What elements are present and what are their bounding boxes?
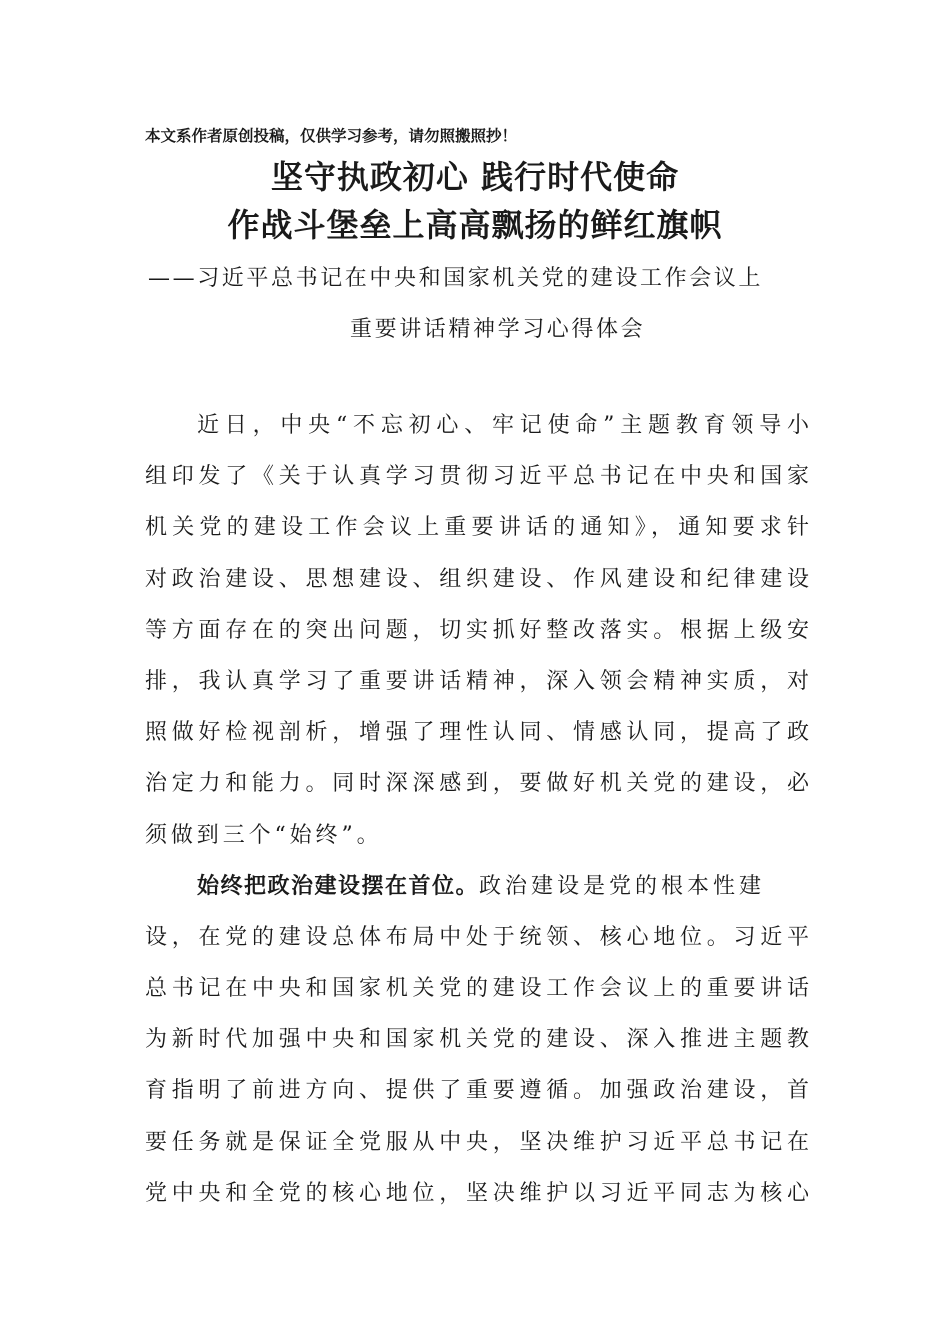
paragraph-1-line: 组印发了《关于认真学习贯彻习近平总书记在中央和国家 [145, 464, 814, 490]
paragraph-1-line: 等方面存在的突出问题，切实抓好整改落实。根据上级安 [145, 617, 814, 643]
paragraph-2-first-line [145, 861, 809, 912]
subtitle-line-2: 重要讲话精神学习心得体会 [350, 317, 646, 342]
paragraph-2-line: 育指明了前进方向、提供了重要遵循。加强政治建设，首 [145, 1078, 814, 1104]
paragraph-2-line: 要任务就是保证全党服从中央，坚决维护习近平总书记在 [145, 1129, 814, 1155]
paragraph-2-line: 设，在党的建设总体布局中处于统领、核心地位。习近平 [145, 924, 814, 950]
paragraph-2-first-rest: 政治建设是党的根本性建 [479, 873, 766, 899]
paragraph-1-line: 治定力和能力。同时深深感到，要做好机关党的建设，必 [145, 771, 814, 797]
title-line-1: 坚守执政初心 践行时代使命 [270, 158, 680, 196]
paragraph-1-line: 对政治建设、思想建设、组织建设、作风建设和纪律建设 [145, 566, 814, 592]
paragraph-2-line: 为新时代加强中央和国家机关党的建设、深入推进主题教 [145, 1027, 814, 1053]
paragraph-1-line: 机关党的建设工作会议上重要讲话的通知》，通知要求针 [145, 515, 815, 541]
body-text [145, 400, 815, 1219]
title-line-2: 作战斗堡垒上高高飘扬的鲜红旗帜 [227, 206, 723, 244]
paragraph-2-line: 总书记在中央和国家机关党的建设工作会议上的重要讲话 [145, 976, 814, 1002]
paragraph-1-line: 近日，中央“不忘初心、牢记使命”主题教育领导小 [197, 413, 815, 438]
paragraph-1-line: 须做到三个“始终”。 [145, 822, 383, 848]
paragraph-2-lead: 始终把政治建设摆在首位。 [197, 873, 480, 899]
copyright-notice: 本文系作者原创投稿，仅供学习参考，请勿照搬照抄！ [145, 126, 518, 145]
subtitle-line-1: ——习近平总书记在中央和国家机关党的建设工作会议上 [148, 266, 764, 291]
paragraph-2-line: 党中央和全党的核心地位，坚决维护以习近平同志为核心 [145, 1180, 814, 1206]
paragraph-1-line: 照做好检视剖析，增强了理性认同、情感认同，提高了政 [145, 720, 814, 746]
paragraph-1-line: 排，我认真学习了重要讲话精神，深入领会精神实质，对 [145, 668, 814, 694]
